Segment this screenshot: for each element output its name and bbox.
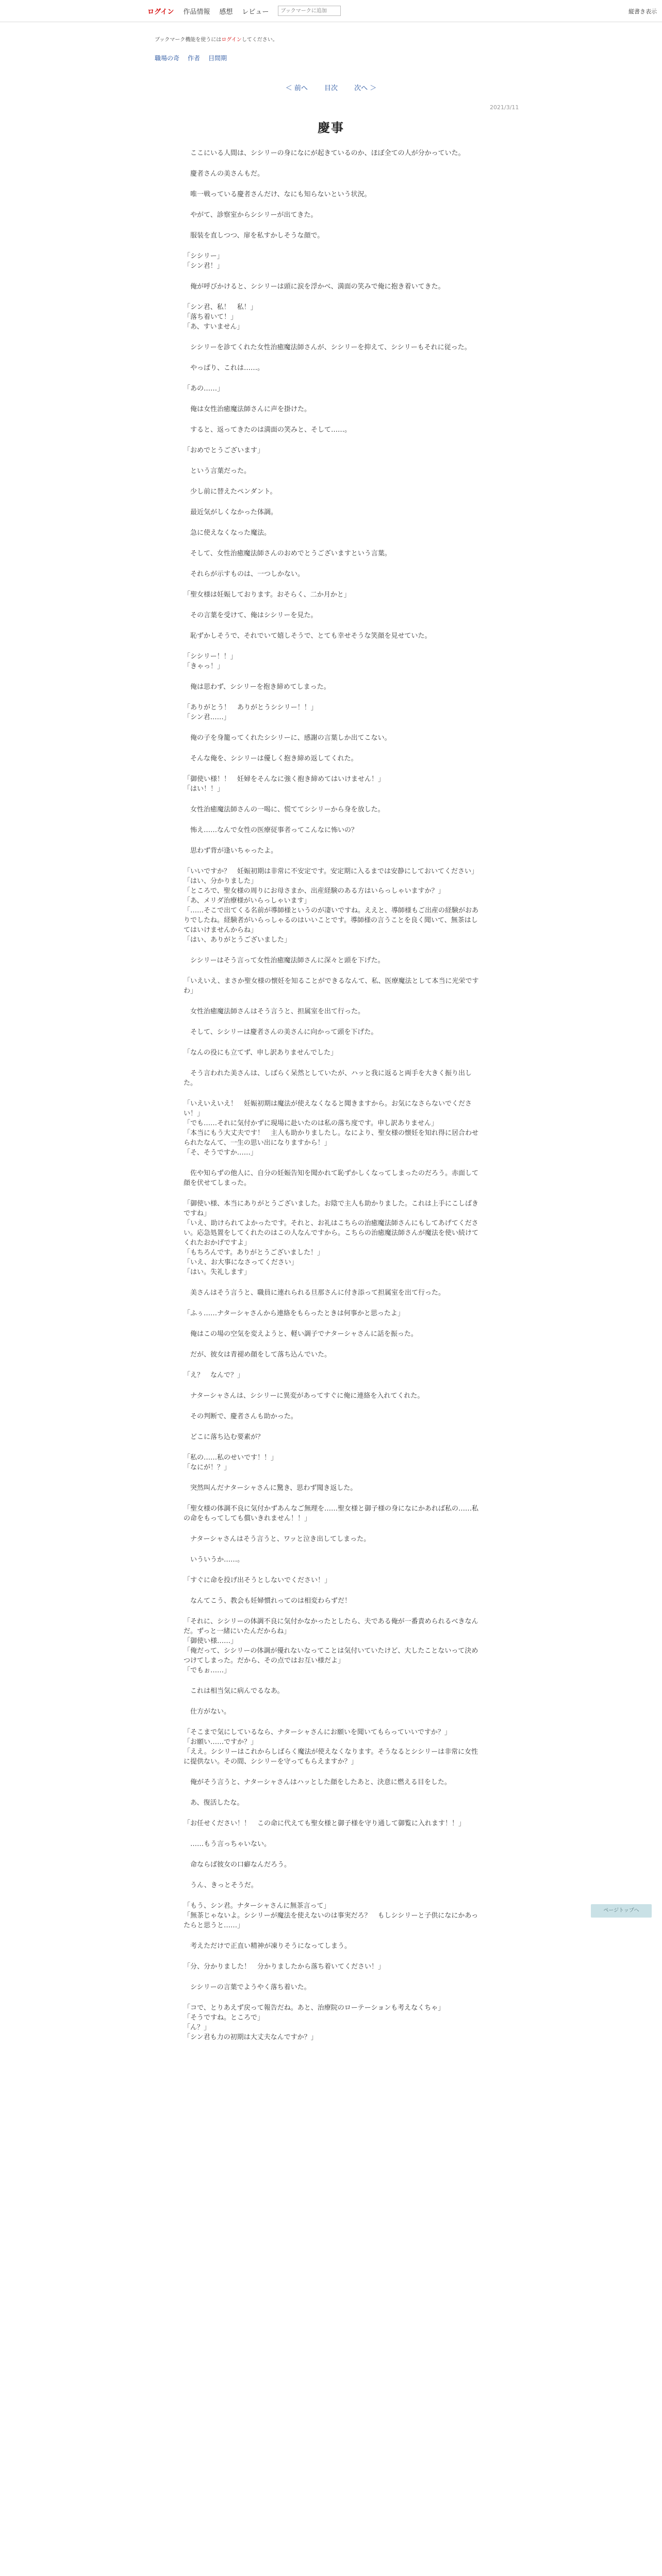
body-paragraph: 俺の子を身籠ってくれたシシリーに、感謝の言葉しか出てこない。 xyxy=(184,734,391,742)
body-paragraph: ナターシャさんは、シシリーに異変があってすぐに俺に連絡を入れてくれた。 xyxy=(184,1392,424,1400)
body-paragraph: 命ならば彼女の口癖なんだろう。 xyxy=(184,1861,291,1869)
body-paragraph: 「シン君、私！ 私！」 「落ち着いて！」 「あ、すいません」 xyxy=(184,303,257,331)
body-paragraph: 「おめでとうございます」 xyxy=(184,447,264,454)
breadcrumb-item-toc[interactable]: 目間期 xyxy=(208,55,227,62)
body-paragraph: 俺は思わず、シシリーを抱き締めてしまった。 xyxy=(184,683,330,691)
body-paragraph: そして、女性治癒魔法師さんのおめでとうございますという言葉。 xyxy=(184,550,391,557)
body-paragraph: 女性治癒魔法師さんはそう言うと、担属室を出て行った。 xyxy=(184,1008,365,1015)
login-link[interactable]: ログイン xyxy=(147,8,174,16)
body-paragraph: そんな俺を、シシリーは優しく抱き締め返してくれた。 xyxy=(184,755,358,762)
body-paragraph: 「そこまで気にしているなら、ナターシャさんにお願いを聞いてもらっていいですか？」 「お願い……ですか？」 「ええ。シシリーはこれからしばらく魔法が使えなくなります。そうなるとシシリーは非常に女性に提供ない。その間、シシリーを守ってもらえますか？」 xyxy=(184,1728,478,1766)
body-paragraph: ナターシャさんはそう言うと、ワッと泣き出してしまった。 xyxy=(184,1535,371,1543)
body-paragraph: だが、彼女は青褪め顔をして落ち込んでいた。 xyxy=(184,1351,332,1359)
body-paragraph: その言葉を受けて、俺はシシリーを見た。 xyxy=(184,612,318,619)
top-navigation-bar xyxy=(0,0,662,22)
bookmark-input[interactable] xyxy=(278,6,341,16)
body-paragraph: 思わず背が逢いちゃったよ。 xyxy=(184,847,278,855)
chapter-title: 慶事 xyxy=(318,121,344,135)
page-top-button[interactable]: ページトップへ xyxy=(591,1904,652,1918)
body-paragraph: ここにいる人間は、シシリーの身になにが起きているのか、ほぼ全ての人が分かっていた。 xyxy=(184,149,465,157)
body-paragraph: 俺はこの場の空気を変えようと、軽い調子でナターシャさんに話を振った。 xyxy=(184,1330,418,1338)
body-paragraph: 突然叫んだナターシャさんに驚き、思わず聞き返した。 xyxy=(184,1484,357,1492)
body-paragraph: 「いえいえ、まさか聖女様の懐妊を知ることができるなんて、私、医療魔法として本当に光栄ですわ」 xyxy=(184,977,479,995)
body-paragraph: シシリーの言葉でようやく落ち着いた。 xyxy=(184,1984,311,1991)
body-paragraph: うん、きっとそうだ。 xyxy=(184,1882,258,1889)
body-paragraph: シシリーはそう言って女性治癒魔法師さんに深々と頭を下げた。 xyxy=(184,957,385,964)
body-paragraph: 女性治癒魔法師さんの一喝に、慌ててシシリーから身を放した。 xyxy=(184,806,385,814)
body-paragraph: やっぱり、これは……。 xyxy=(184,364,264,372)
body-paragraph: 俺が呼びかけると、シシリーは頭に涙を浮かべ、満面の笑みで俺に抱き着いてきた。 xyxy=(184,283,445,291)
nav-item-info[interactable]: 作品情報 xyxy=(183,8,210,16)
body-paragraph: 「いいですか？ 妊娠初期は非常に不安定です。安定期に入るまでは安静にしておいてください」 「はい、分かりました」 「ところで、聖女様の周りにお母さまか、出産経験のある方はいらっしゃいますか？」 「あ、メリダ治療様がいらっしゃいます」 「……そこで出てくる名前が導師様というのが凄いですね。ええと、導師様もご出産の経験がおありでしたね。経験者がいらっしゃるのはいいことです。導師様の言うことを良く聞いて、無茶はしてはいけませんからね」 「はい、ありがとうございました」 xyxy=(184,868,479,944)
body-paragraph: 「あの……」 xyxy=(184,385,224,393)
body-paragraph: いういうか……。 xyxy=(184,1556,244,1564)
body-paragraph: という言葉だった。 xyxy=(184,467,251,475)
body-paragraph: 「ありがとう！ ありがとうシシリー！！」 「シン君……」 xyxy=(184,704,318,721)
breadcrumb-item-author[interactable]: 作者 xyxy=(188,55,201,62)
body-paragraph: 俺は女性治癒魔法師さんに声を掛けた。 xyxy=(184,405,311,413)
body-paragraph: 「聖女様は妊娠しております。おそらく、二か月かと」 xyxy=(184,591,351,599)
chapter-pager xyxy=(0,82,662,92)
vertical-display-link[interactable]: 縦書き表示 xyxy=(628,8,657,15)
body-paragraph: 恥ずかしそうで、それでいて嬉しそうで、とても幸せそうな笑顔を見せていた。 xyxy=(184,632,432,640)
breadcrumb xyxy=(155,54,227,62)
body-paragraph: 仕方がない。 xyxy=(184,1708,231,1716)
chapter-body xyxy=(184,148,483,2053)
body-paragraph: シシリーを診てくれた女性治癒魔法師さんが、シシリーを抑えて、シシリーもそれに従った。 xyxy=(184,344,471,351)
body-paragraph: 佐や知らずの他人に、自分の妊娠告知を聞かれて恥ずかしくなってしまったのだろう。赤面して顔を伏せてしまった。 xyxy=(184,1170,479,1187)
body-paragraph: 怖え……なんで女性の医療従事者ってこんなに怖いの？ xyxy=(184,826,358,834)
body-paragraph: 服装を直しつつ、扉を私すかしそうな顔で。 xyxy=(184,232,324,240)
body-paragraph: 「シシリー！！」 「きゃっ！」 xyxy=(184,653,237,670)
body-paragraph: 「なんの役にも立てず、申し訳ありませんでした」 xyxy=(184,1049,337,1057)
body-paragraph: 少し前に替えたペンダント。 xyxy=(184,488,277,496)
toc-link[interactable]: 目次 xyxy=(324,84,338,92)
body-paragraph: これは相当気に病んでるなあ。 xyxy=(184,1687,284,1695)
body-paragraph: 唯一戦っている慶者さんだけ、なにも知らないという状況。 xyxy=(184,191,371,198)
body-paragraph: やがて、診察室からシシリーが出てきた。 xyxy=(184,211,318,219)
body-paragraph: 「え？ なんで？」 xyxy=(184,1371,244,1379)
top-nav xyxy=(147,6,341,16)
body-paragraph: 「御使い様！！ 妊婦をそんなに強く抱き締めてはいけません！」 「はい！！」 xyxy=(184,775,385,793)
body-paragraph: 「シシリー」 「シン君！」 xyxy=(184,252,224,270)
notice-login-link[interactable]: ログイン xyxy=(221,37,242,43)
bookmark-notice xyxy=(155,35,278,43)
body-paragraph: 考えただけで正直い精神が凍りそうになってしまう。 xyxy=(184,1942,352,1950)
body-paragraph: 最近気がしくなかった体調。 xyxy=(184,509,278,516)
body-paragraph: 「それに、シシリーの体調不良に気付かなかったとしたら、夫である俺が一番責められるべきなんだ。ずっと一緒にいたんだからね」 「御使い様……」 「俺だって、シシリーの体調が優れないなってことは気付いていたけど、大したことないって決めつけてしまった。だから、その点ではお互い様だよ」 「でもぉ……」 xyxy=(184,1618,478,1674)
body-paragraph: そう言われた美さんは、しばらく呆然としていたが、ハッと我に返ると両手を大きく振り出した。 xyxy=(184,1070,472,1087)
body-paragraph: 「もう、シン君。ナターシャさんに無茶言って」 「無茶じゃないよ。シシリーが魔法を使えないのは事実だろ？ もしシシリーと子供になにかあったらと思うと……」 xyxy=(184,1902,478,1929)
breadcrumb-item-work[interactable]: 職場の奇 xyxy=(155,55,180,62)
body-paragraph: その判断で、慶者さんも助かった。 xyxy=(184,1413,297,1420)
body-paragraph: 「お任せください！！ この命に代えても聖女様と御子様を守り通して御覧に入れます！！」 xyxy=(184,1820,466,1827)
body-paragraph: そして、シシリーは慶者さんの美さんに向かって頭を下げた。 xyxy=(184,1028,378,1036)
next-link[interactable]: 次へ ＞ xyxy=(354,84,377,92)
body-paragraph: 慶者さんの美さんもだ。 xyxy=(184,170,264,178)
body-paragraph: すると、返ってきたのは満面の笑みと、そして……。 xyxy=(184,426,352,434)
notice-pre: ブックマーク機能を使うには xyxy=(155,37,222,43)
body-paragraph: あ、復活したな。 xyxy=(184,1799,244,1807)
body-paragraph: 「ふぅ……ナターシャさんから連絡をもらったときは何事かと思ったよ」 xyxy=(184,1310,404,1317)
prev-link[interactable]: ＜ 前へ xyxy=(285,84,308,92)
body-paragraph: 俺がそう言うと、ナターシャさんはハッとした顔をしたあと、決意に燃える目をした。 xyxy=(184,1778,451,1786)
body-paragraph: 美さんはそう言うと、職員に連れられる旦那さんに付き添って担属室を出て行った。 xyxy=(184,1289,445,1297)
body-paragraph: なんてこう、教会も妊婦慣れってのは相変わらずだ！ xyxy=(184,1597,352,1605)
body-paragraph: 急に使えなくなった魔法。 xyxy=(184,529,271,537)
body-paragraph: 「分、分かりました！ 分かりましたから落ち着いてください！」 xyxy=(184,1963,385,1971)
publish-date: 2021/3/11 xyxy=(490,104,519,111)
body-paragraph: 「コで、とりあえず戻って報告だね。あと、治療院のローテーションも考えなくちゃ」 「そうですね。ところで」 「ん？」 「シン君も力の初期は大丈夫なんですか？」 xyxy=(184,2004,445,2041)
nav-item-impressions[interactable]: 感想 xyxy=(219,8,233,16)
body-paragraph: 「御使い様、本当にありがとうございました。お陰で主人も助かりました。これは上手にこしばきですね」 「いえ、助けられてよかったです。それと、お礼はこちらの治癒魔法師さんにもしてあげてください。応急処置をしてくれたのはこの人なんですから。こちらの治癒魔法師さんが魔法を使い続けてくれたおかげですよ」 「もちろんです。ありがとうございました！」 「いえ、お大事になさってください」 「はい。失礼します」 xyxy=(184,1200,479,1276)
body-paragraph: 「いえいえいえ！ 妊娠初期は魔法が使えなくなると聞きますから。お気になさらないでください！」 「でも……それに気付かずに現場に赴いたのは私の落ち度です。申し訳ありません」 「本当にもう大丈夫です！ 主人も助かりましたし。なにより、聖女様の懐妊を知れ得に居合わせられたなんて、一生の思い出になりますから！」 「そ、そうですか……」 xyxy=(184,1100,479,1157)
body-paragraph: 「すぐに命を投げ出そうとしないでください！」 xyxy=(184,1577,332,1584)
body-paragraph: 「聖女様の体調不良に気付かずあんなご無理を……聖女様と御子様の身になにかあれば私の……私の命をもってしても償いきれません！！」 xyxy=(184,1505,479,1522)
nav-item-review[interactable]: レビュー xyxy=(242,8,269,16)
body-paragraph: ……もう言っちゃいない。 xyxy=(184,1840,271,1848)
body-paragraph: 「私の……私のせいです！！」 「なにが！？」 xyxy=(184,1454,278,1471)
body-paragraph: それらが示すものは、一つしかない。 xyxy=(184,570,305,578)
notice-post: してください。 xyxy=(241,37,278,43)
body-paragraph: どこに落ち込む要素が？ xyxy=(184,1433,264,1441)
